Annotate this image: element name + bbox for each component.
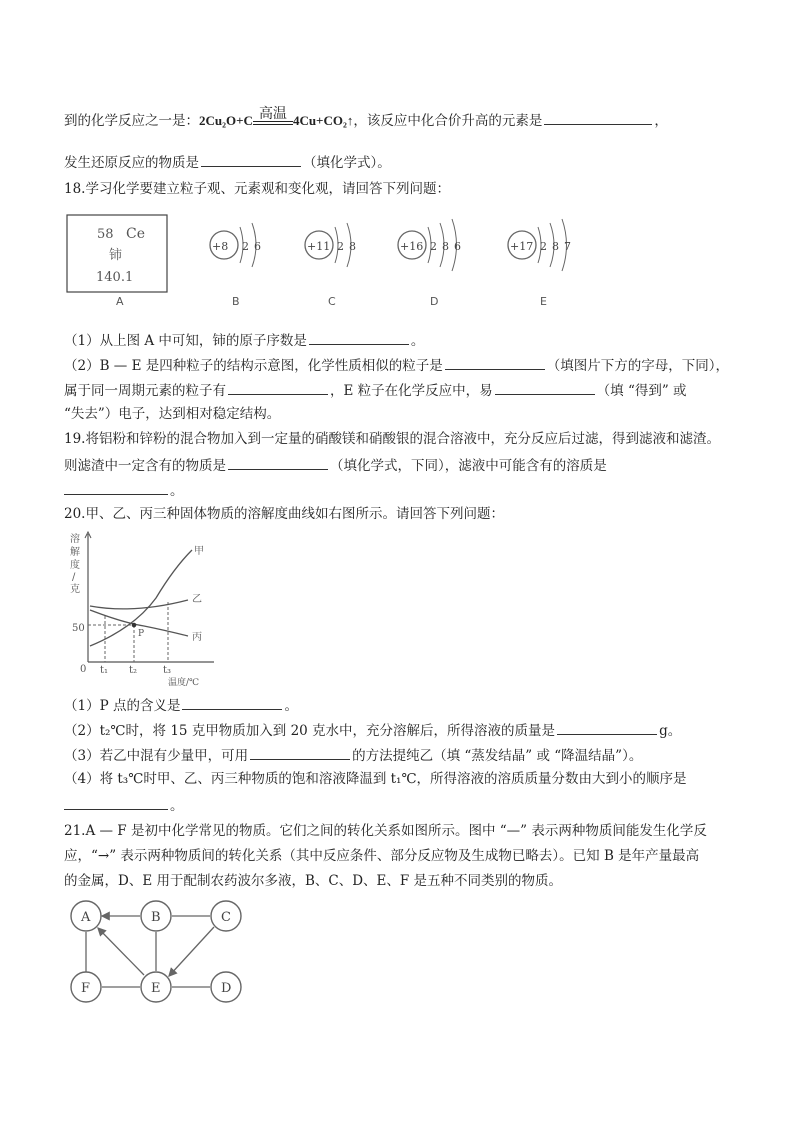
q21-line2: 应，“→” 表示两种物质间的转化关系（其中反应条件、部分反应物及生成物已略去）。已知 B 是年产量最高 bbox=[64, 848, 700, 864]
nucleus-charge: +17 bbox=[510, 240, 534, 253]
question-text: 发生还原反应的物质是 bbox=[64, 155, 199, 171]
answer-blank[interactable] bbox=[309, 330, 409, 345]
xlabel: 温度/℃ bbox=[168, 678, 200, 688]
answer-blank[interactable] bbox=[228, 455, 328, 470]
question-text: （1）P 点的含义是 bbox=[64, 698, 181, 714]
ylabel-char: 解 bbox=[70, 547, 80, 558]
node-D bbox=[211, 972, 241, 1002]
electron-count: 2 bbox=[540, 240, 547, 253]
punct: 。 bbox=[410, 333, 425, 349]
particle-figure bbox=[64, 205, 604, 317]
node-C bbox=[211, 901, 241, 931]
answer-blank[interactable] bbox=[445, 355, 545, 370]
node-A bbox=[71, 901, 101, 931]
q20-stem: 20.甲、乙、丙三种固体物质的溶解度曲线如右图所示。请回答下列问题： bbox=[64, 506, 504, 522]
xtick-t2: t₂ bbox=[129, 665, 138, 676]
q20-sub4-answer bbox=[64, 795, 184, 815]
element-name: 铈 bbox=[109, 248, 123, 263]
relation-diagram bbox=[64, 898, 244, 1008]
nucleus-charge: +11 bbox=[307, 240, 331, 253]
xtick-t3: t₃ bbox=[163, 665, 172, 676]
question-text: （填化学式，下同），滤液中可能含有的溶质是 bbox=[330, 458, 607, 474]
label-E: E bbox=[540, 295, 547, 308]
particle-C bbox=[305, 223, 356, 308]
nucleus-charge: +16 bbox=[400, 240, 424, 253]
node-label: A bbox=[81, 910, 91, 925]
electron-count: 2 bbox=[337, 240, 344, 253]
punct: 。 bbox=[284, 698, 298, 714]
origin-label: 0 bbox=[80, 664, 87, 675]
equation-reactants: 2Cu₂O+C bbox=[199, 113, 253, 128]
answer-blank[interactable] bbox=[495, 380, 595, 395]
xtick-t1: t₁ bbox=[100, 665, 109, 676]
punct: ， bbox=[654, 113, 668, 129]
point-P bbox=[132, 623, 137, 628]
punct: g。 bbox=[659, 723, 682, 739]
node-B bbox=[141, 901, 171, 931]
question-text: 则滤渣中一定含有的物质是 bbox=[64, 458, 226, 474]
answer-blank[interactable] bbox=[228, 380, 328, 395]
node-E bbox=[141, 972, 171, 1002]
electron-count: 8 bbox=[552, 240, 559, 253]
q21-line1: 21.A — F 是初中化学常见的物质。它们之间的转化关系如图所示。图中 “—” 表示两种物质间能发生化学反 bbox=[64, 823, 707, 839]
q18-sub2c: “失去”）电子，达到相对稳定结构。 bbox=[64, 406, 281, 422]
q18-sub2 bbox=[64, 355, 729, 375]
answer-blank[interactable] bbox=[64, 480, 168, 495]
question-text: （2）t₂℃时，将 15 克甲物质加入到 20 克水中，充分溶解后，所得溶液的质量是 bbox=[64, 723, 556, 739]
answer-blank[interactable] bbox=[544, 110, 652, 125]
intro-question: ，该反应中化合价升高的元素是 bbox=[353, 113, 543, 129]
edge-E-A bbox=[98, 928, 144, 975]
ytick-50: 50 bbox=[72, 623, 85, 634]
element-symbol: Ce bbox=[126, 226, 145, 242]
electron-count: 2 bbox=[430, 240, 437, 253]
answer-blank[interactable] bbox=[64, 795, 168, 810]
answer-blank[interactable] bbox=[201, 152, 301, 167]
ylabel-char: 溶 bbox=[70, 534, 80, 545]
condition-text: 高温 bbox=[258, 106, 287, 122]
question-text: 的方法提纯乙（填 “蒸发结晶” 或 “降温结晶”）。 bbox=[352, 748, 643, 764]
q19-line2 bbox=[64, 455, 607, 475]
electron-count: 7 bbox=[564, 240, 571, 253]
label-yi: 乙 bbox=[192, 594, 202, 605]
atomic-mass: 140.1 bbox=[96, 270, 134, 285]
question-text: （填图片下方的字母，下同）， bbox=[546, 358, 729, 374]
answer-blank[interactable] bbox=[557, 720, 657, 735]
particle-B bbox=[210, 223, 261, 308]
node-label: E bbox=[151, 981, 161, 996]
point-P-label: P bbox=[138, 629, 145, 639]
q20-sub3 bbox=[64, 745, 642, 765]
question-text: （填 “得到” 或 bbox=[596, 383, 687, 399]
q18-stem: 18.学习化学要建立粒子观、元素观和变化观，请回答下列问题： bbox=[64, 181, 450, 197]
question-text: 属于同一周期元素的粒子有 bbox=[64, 383, 226, 399]
node-label: C bbox=[221, 910, 231, 925]
chemical-equation bbox=[199, 106, 354, 128]
solubility-chart bbox=[64, 528, 239, 688]
answer-blank[interactable] bbox=[250, 745, 350, 760]
question-text: ，E 粒子在化学反应中，易 bbox=[330, 383, 493, 399]
punct: 。 bbox=[170, 798, 184, 814]
q21-line3: 的金属，D、E 用于配制农药波尔多液，B、C、D、E、F 是五种不同类别的物质。 bbox=[64, 873, 563, 889]
question-text: （3）若乙中混有少量甲，可用 bbox=[64, 748, 249, 764]
label-B: B bbox=[232, 295, 240, 308]
question-text: （2）B — E 是四种粒子的结构示意图，化学性质相似的粒子是 bbox=[64, 358, 443, 374]
q19-line1: 19.将铝粉和锌粉的混合物加入到一定量的硝酸镁和硝酸银的混合溶液中，充分反应后过滤，得到滤液和滤渣。 bbox=[64, 431, 720, 447]
q18-sub2b bbox=[64, 380, 687, 400]
label-D: D bbox=[430, 295, 439, 308]
label-jia: 甲 bbox=[194, 546, 204, 557]
intro-text: 到的化学反应之一是： bbox=[64, 113, 199, 129]
electron-count: 6 bbox=[254, 240, 261, 253]
question-text: （1）从上图 A 中可知，铈的原子序数是 bbox=[64, 333, 307, 349]
equation-products: 4Cu+CO₂↑ bbox=[292, 113, 354, 128]
electron-count: 8 bbox=[349, 240, 356, 253]
q20-sub1 bbox=[64, 695, 298, 715]
label-C: C bbox=[328, 295, 336, 308]
electron-count: 8 bbox=[442, 240, 449, 253]
edge-C-E bbox=[169, 927, 214, 976]
electron-count: 2 bbox=[242, 240, 249, 253]
punct: 。 bbox=[170, 483, 184, 499]
node-F bbox=[71, 972, 101, 1002]
label-bing: 丙 bbox=[192, 632, 202, 643]
node-label: F bbox=[81, 981, 91, 996]
node-label: B bbox=[151, 910, 161, 925]
q20-sub4: （4）将 t₃℃时甲、乙、丙三种物质的饱和溶液降温到 t₁℃，所得溶液的溶质质量分数由大到小的顺序是 bbox=[64, 771, 687, 787]
q20-sub2 bbox=[64, 720, 681, 740]
curve-yi bbox=[90, 600, 188, 609]
q18-sub1 bbox=[64, 330, 424, 350]
label-A: A bbox=[116, 295, 124, 308]
answer-blank[interactable] bbox=[182, 695, 282, 710]
question-text: （填化学式）。 bbox=[303, 155, 391, 171]
ylabel-char: / bbox=[72, 572, 76, 583]
reduced-substance-line bbox=[64, 152, 391, 172]
particle-E bbox=[508, 219, 571, 308]
q19-line3 bbox=[64, 480, 184, 500]
particle-D bbox=[398, 219, 461, 308]
equation-line bbox=[64, 106, 668, 130]
node-label: D bbox=[221, 981, 232, 996]
ylabel-char: 度 bbox=[70, 560, 80, 571]
atomic-number: 58 bbox=[97, 227, 114, 242]
electron-count: 6 bbox=[454, 240, 461, 253]
ylabel-char: 克 bbox=[70, 584, 80, 595]
nucleus-charge: +8 bbox=[212, 240, 229, 253]
